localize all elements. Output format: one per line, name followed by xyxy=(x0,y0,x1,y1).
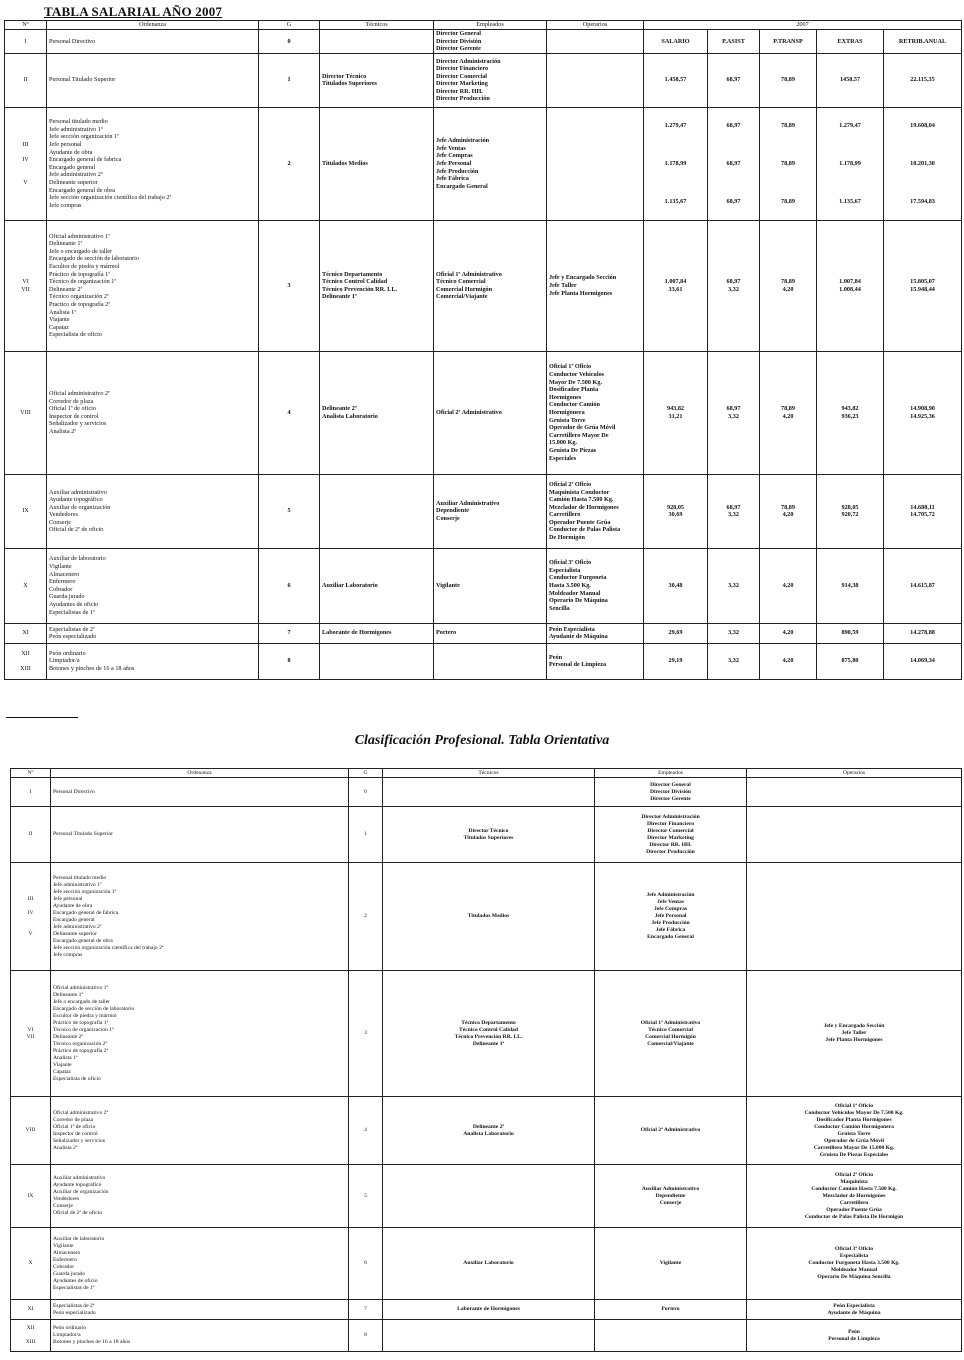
divider-line xyxy=(6,717,78,718)
cell-pasist: 3,32 xyxy=(708,623,760,643)
cell-ordenanza: Auxiliar de laboratorio Vigilante Almacenero Enfermero Cobrador Guarda jurado Ayudantes de oficio Especialistas de 1ª xyxy=(51,1228,349,1300)
table-row xyxy=(11,1300,962,1320)
cell-pasist: 68,97 xyxy=(708,53,760,107)
cell-operarios: Jefe y Encargado Sección Jefe Taller Jefe Planta Hormigones xyxy=(547,220,644,351)
header-retrib: RETRIB.ANUAL xyxy=(884,30,962,54)
cell-g: 1 xyxy=(349,807,383,863)
cell-tecnicos xyxy=(320,643,434,679)
cell-tecnicos: Titulados Medios xyxy=(383,863,595,971)
cell-ordenanza: Oficial administrativo 1ª Delineante 1ª Jefe o encargado de taller Encargado de sección de laboratorio Escultor de piedra y mármol Práctico de topografía 1ª Técnico de organización 1ª Delineante 2ª Técnico organización 2ª Practico de topografía 2ª Analista 1ª Viajante Capataz Especialista de oficio xyxy=(47,220,259,351)
cell-pasist: 68,97 68,97 68,97 xyxy=(708,107,760,220)
header-salario: SALARIO xyxy=(644,30,708,54)
cell-tecnicos xyxy=(383,1165,595,1228)
cell-no: X xyxy=(11,1228,51,1300)
cell-no: XI xyxy=(5,623,47,643)
cell-retrib: 14.688,11 14.705,72 xyxy=(884,474,962,548)
table-row xyxy=(11,1097,962,1165)
cell-tecnicos: Director Técnico Titulados Superiores xyxy=(320,53,434,107)
cell-ordenanza: Especialistas de 2ª Peón especializado xyxy=(47,623,259,643)
salary-table-title: TABLA SALARIAL AÑO 2007 xyxy=(44,4,223,19)
cell-pasist: 68,97 3,32 xyxy=(708,351,760,474)
cell-no: VIII xyxy=(5,351,47,474)
cell-extras: 914,38 xyxy=(817,548,884,623)
cell-salario: 29,69 xyxy=(644,623,708,643)
cell-g: 8 xyxy=(349,1320,383,1352)
cell-empleados: Director Administración Director Financiero Director Comercial Director Marketing Director RR. HH. Director Producción xyxy=(595,807,747,863)
cell-ordenanza: Peón ordinario Limpiador/a Botones y pinches de 16 a 18 años xyxy=(51,1320,349,1352)
header-no: Nº xyxy=(5,21,47,30)
table-row xyxy=(5,30,962,54)
table-row xyxy=(5,623,962,643)
cell-extras: 1.279,47 1.178,99 1.135,67 xyxy=(817,107,884,220)
table-row xyxy=(5,548,962,623)
cell-retrib: 14.908,90 14.925,36 xyxy=(884,351,962,474)
cell-ordenanza: Oficial administrativo 1ª Delineante 1ª Jefe o encargado de taller Encargado de sección de laboratorio Escultor de piedra y mármol Práctico de topografía 1ª Técnico de organización 1ª Delineante 2ª Técnico organización 2ª Práctico de topografía 2ª Analista 1ª Viajante Capataz Especialista de oficio xyxy=(51,971,349,1097)
cell-tecnicos xyxy=(320,474,434,548)
cell-salario: 1.007,84 33,61 xyxy=(644,220,708,351)
header-extras: EXTRAS xyxy=(817,30,884,54)
table-row xyxy=(5,220,962,351)
cell-empleados: Director Administración Director Financiero Director Comercial Director Marketing Director RR. HH. Director Producción xyxy=(434,53,547,107)
table-row xyxy=(5,53,962,107)
cell-ptransp: 78,89 78,89 78,89 xyxy=(760,107,817,220)
cell-ordenanza: Personal Titulado Superior xyxy=(51,807,349,863)
cell-empleados: Oficial 1ª Administrativo Técnico Comercial Comercial Hormigón Comercial/Viajante xyxy=(434,220,547,351)
cell-empleados: Jefe Administración Jefe Ventas Jefe Compras Jefe Personal Jefe Producción Jefe Fábrica Encargado General xyxy=(595,863,747,971)
cell-ordenanza: Oficial administrativo 2ª Corredor de plaza Oficial 1ª de oficio Inspector de control Señalizador y servicios Analista 2ª xyxy=(51,1097,349,1165)
cell-no: III IV V xyxy=(11,863,51,971)
table-row xyxy=(5,474,962,548)
cell-pasist: 68,97 3,32 xyxy=(708,220,760,351)
cell-operarios: Peón Especialista Ayudante de Máquina xyxy=(547,623,644,643)
table-row xyxy=(5,351,962,474)
cell-no: IX xyxy=(11,1165,51,1228)
cell-retrib: 14.069,34 xyxy=(884,643,962,679)
cell-ordenanza: Auxiliar administrativo Ayudante topográfico Auxiliar de organización Vendedores Conserje Oficial de 2ª de oficio xyxy=(51,1165,349,1228)
header-year: 2007 xyxy=(644,21,962,30)
cell-no: IX xyxy=(5,474,47,548)
header-ordenanza: Ordenanza xyxy=(51,769,349,778)
cell-g: 0 xyxy=(259,30,320,54)
cell-operarios: Oficial 3ª Oficio Especialista Conductor Furgoneta Hasta 3.500 Kg. Moldeador Manual Operario De Máquina Sencilla xyxy=(747,1228,962,1300)
cell-empleados: Auxiliar Administrativo Dependiente Conserje xyxy=(434,474,547,548)
cell-ordenanza: Peón ordinario Limpiador/a Botones y pinches de 16 a 18 años xyxy=(47,643,259,679)
cell-g: 1 xyxy=(259,53,320,107)
cell-tecnicos: Delineante 2ª Analista Laboratorio xyxy=(383,1097,595,1165)
table-row xyxy=(11,863,962,971)
cell-no: VIII xyxy=(11,1097,51,1165)
cell-salario: 1.279,47 1.178,99 1.135,67 xyxy=(644,107,708,220)
cell-ptransp: 78,89 4,20 xyxy=(760,474,817,548)
cell-g: 7 xyxy=(259,623,320,643)
cell-tecnicos: Laborante de Hormigones xyxy=(320,623,434,643)
cell-operarios: Jefe y Encargado Sección Jefe Taller Jefe Planta Hormigones xyxy=(747,971,962,1097)
cell-no: II xyxy=(11,807,51,863)
cell-ordenanza: Oficial administrativo 2ª Corredor de plaza Oficial 1ª de oficio Inspector de control Señalizador y servicios Analista 2ª xyxy=(47,351,259,474)
cell-ptransp: 4,20 xyxy=(760,643,817,679)
cell-no: VI VII xyxy=(11,971,51,1097)
table-row xyxy=(11,1165,962,1228)
cell-no: I xyxy=(11,778,51,807)
cell-ordenanza: Personal Directivo xyxy=(47,30,259,54)
cell-empleados: Oficial 2ª Administrativo xyxy=(434,351,547,474)
cell-extras: 1.007,84 1.008,44 xyxy=(817,220,884,351)
cell-g: 3 xyxy=(349,971,383,1097)
cell-extras: 875,80 xyxy=(817,643,884,679)
cell-operarios: Peón Personal de Limpieza xyxy=(747,1320,962,1352)
header-no: Nº xyxy=(11,769,51,778)
cell-retrib: 19.608,04 18.201,30 17.594,83 xyxy=(884,107,962,220)
cell-g: 5 xyxy=(259,474,320,548)
header-empleados: Empleados xyxy=(434,21,547,30)
cell-g: 5 xyxy=(349,1165,383,1228)
table-row xyxy=(5,643,962,679)
cell-ordenanza: Personal Titulado Superior xyxy=(47,53,259,107)
cell-operarios xyxy=(547,30,644,54)
cell-g: 4 xyxy=(349,1097,383,1165)
cell-no: III IV V xyxy=(5,107,47,220)
table-row xyxy=(11,778,962,807)
cell-tecnicos: Técnico Departamento Técnico Control Calidad Técnico Prevención RR. LL. Delineante 1ª xyxy=(320,220,434,351)
cell-operarios: Oficial 2ª Oficio Maquinista Conductor Camión Hasta 7.500 Kg. Mezclador de Hormigones Carretillero Operador Puente Grúa Conductor de Palas Palista De Hormigón xyxy=(547,474,644,548)
cell-retrib: 22.115,35 xyxy=(884,53,962,107)
cell-operarios xyxy=(547,53,644,107)
cell-retrib: 14.615,87 xyxy=(884,548,962,623)
cell-empleados: Director General Director División Director Gerente xyxy=(434,30,547,54)
cell-tecnicos: Titulados Medios xyxy=(320,107,434,220)
cell-no: XII XIII xyxy=(5,643,47,679)
cell-operarios: Oficial 2ª Oficio Maquinista Conductor Camión Hasta 7.500 Kg. Mezclador de Hormigones Carretillero Operador Puente Grúa Conductor de Palas Palista De Hormigón xyxy=(747,1165,962,1228)
cell-operarios xyxy=(747,807,962,863)
cell-pasist: 3,32 xyxy=(708,548,760,623)
cell-empleados xyxy=(595,1320,747,1352)
cell-extras: 890,59 xyxy=(817,623,884,643)
cell-salario: 1.458,57 xyxy=(644,53,708,107)
header-operarios: Operarios xyxy=(547,21,644,30)
header-tecnicos: Técnicos xyxy=(320,21,434,30)
header-operarios: Operarios xyxy=(747,769,962,778)
cell-ptransp: 78,89 4,20 xyxy=(760,351,817,474)
cell-g: 2 xyxy=(259,107,320,220)
header-ptransp: P.TRANSP xyxy=(760,30,817,54)
cell-g: 7 xyxy=(349,1300,383,1320)
classification-table xyxy=(10,768,962,1352)
cell-g: 8 xyxy=(259,643,320,679)
cell-empleados: Auxiliar Administrativo Dependiente Conserje xyxy=(595,1165,747,1228)
cell-empleados xyxy=(434,643,547,679)
cell-empleados: Oficial 2ª Administrativo xyxy=(595,1097,747,1165)
cell-operarios: Oficial 1ª Oficio Conductor Vehículos Mayor De 7.500 Kg. Dosificador Planta Hormigones Conductor Camión Hormigonera Gruista Torre Operador de Grúa Móvil Carretillero Mayor De 15.000 Kg. Gruista De Piezas Especiales xyxy=(547,351,644,474)
cell-operarios: Peón Especialista Ayudante de Máquina xyxy=(747,1300,962,1320)
cell-empleados: Portero xyxy=(595,1300,747,1320)
cell-ptransp: 4,20 xyxy=(760,623,817,643)
table-row xyxy=(5,107,962,220)
table-row xyxy=(11,1320,962,1352)
cell-extras: 928,05 920,72 xyxy=(817,474,884,548)
cell-empleados: Director General Director División Director Gerente xyxy=(595,778,747,807)
header-g: G xyxy=(259,21,320,30)
header-pasist: P.ASIST xyxy=(708,30,760,54)
cell-ordenanza: Especialistas de 2ª Peón especializado xyxy=(51,1300,349,1320)
cell-operarios: Peón Personal de Limpieza xyxy=(547,643,644,679)
table-header-row xyxy=(5,21,962,30)
cell-operarios: Oficial 1ª Oficio Conductor Vehículos Mayor De 7.500 Kg. Dosificador Planta Hormigones Conductor Camión Hormigonera Gruista Torre Operador de Grúa Móvil Carretillero Mayor De 15.000 Kg. Gruista De Piezas Especiales xyxy=(747,1097,962,1165)
cell-tecnicos: Técnico Departamento Técnico Control Calidad Técnico Prevención RR. LL. Delineante 1ª xyxy=(383,971,595,1097)
header-ordenanza: Ordenanza xyxy=(47,21,259,30)
salary-table xyxy=(4,20,962,680)
table-row xyxy=(11,807,962,863)
cell-no: II xyxy=(5,53,47,107)
cell-empleados: Portero xyxy=(434,623,547,643)
cell-ordenanza: Personal Directivo xyxy=(51,778,349,807)
cell-empleados: Vigilante xyxy=(434,548,547,623)
table-row xyxy=(11,971,962,1097)
table-header-row xyxy=(11,769,962,778)
cell-salario: 928,05 30,69 xyxy=(644,474,708,548)
cell-tecnicos xyxy=(320,30,434,54)
cell-tecnicos: Director Técnico Titulados Superiores xyxy=(383,807,595,863)
cell-no: XII XIII xyxy=(11,1320,51,1352)
cell-salario: 943,82 31,21 xyxy=(644,351,708,474)
cell-empleados: Jefe Administración Jefe Ventas Jefe Compras Jefe Personal Jefe Producción Jefe Fábrica Encargado General xyxy=(434,107,547,220)
cell-pasist: 3,32 xyxy=(708,643,760,679)
cell-no: VI VII xyxy=(5,220,47,351)
cell-extras: 1458,57 xyxy=(817,53,884,107)
cell-salario: 30,48 xyxy=(644,548,708,623)
cell-ordenanza: Auxiliar de laboratorio Vigilante Almacenero Enfermero Cobrador Guarda jurado Ayudantes de oficio Especialistas de 1ª xyxy=(47,548,259,623)
cell-no: I xyxy=(5,30,47,54)
cell-salario: 29,19 xyxy=(644,643,708,679)
table-row xyxy=(11,1228,962,1300)
cell-tecnicos: Auxiliar Laboratorio xyxy=(320,548,434,623)
header-empleados: Empleados xyxy=(595,769,747,778)
cell-ptransp: 78,89 4,20 xyxy=(760,220,817,351)
cell-tecnicos xyxy=(383,1320,595,1352)
cell-operarios xyxy=(747,778,962,807)
cell-ptransp: 4,20 xyxy=(760,548,817,623)
cell-ptransp: 78,89 xyxy=(760,53,817,107)
cell-ordenanza: Personal titulado medio Jefe administrativo 1º Jefe sección organización 1ª Jefe personal Ayudante de obra Encargado general de fabrica Encargado general Jefe administrativo 2º Delineante superior Encargado general de obra Jefe sección organización científica del trabajo 2ª Jefe compras xyxy=(51,863,349,971)
cell-operarios: Oficial 3ª Oficio Especialista Conductor Furgoneta Hasta 3.500 Kg. Moldeador Manual Operario De Máquina Sencilla xyxy=(547,548,644,623)
cell-empleados: Oficial 1ª Administrativo Técnico Comercial Comercial Hormigón Comercial/Viajante xyxy=(595,971,747,1097)
cell-operarios xyxy=(547,107,644,220)
cell-tecnicos xyxy=(383,778,595,807)
cell-tecnicos: Delineante 2ª Analista Laboratorio xyxy=(320,351,434,474)
cell-retrib: 15.805,07 15.948,44 xyxy=(884,220,962,351)
cell-g: 2 xyxy=(349,863,383,971)
cell-g: 3 xyxy=(259,220,320,351)
cell-tecnicos: Auxiliar Laboratorio xyxy=(383,1228,595,1300)
cell-g: 0 xyxy=(349,778,383,807)
cell-pasist: 68,97 3,32 xyxy=(708,474,760,548)
cell-g: 6 xyxy=(259,548,320,623)
cell-tecnicos: Laborante de Hormigones xyxy=(383,1300,595,1320)
cell-operarios xyxy=(747,863,962,971)
classification-table-title: Clasificación Profesional. Tabla Orientativa xyxy=(354,733,610,748)
cell-ordenanza: Auxiliar administrativo Ayudante topográfico Auxiliar de organización Vendedores Conserje Oficial de 2ª de oficio xyxy=(47,474,259,548)
cell-no: XI xyxy=(11,1300,51,1320)
cell-no: X xyxy=(5,548,47,623)
header-g: G xyxy=(349,769,383,778)
cell-g: 6 xyxy=(349,1228,383,1300)
cell-extras: 943,82 936,23 xyxy=(817,351,884,474)
cell-ordenanza: Personal titulado medio Jefe administrativo 1º Jefe sección organización 1ª Jefe personal Ayudante de obra Encargado general de fabrica Encargado general Jefe administrativo 2º Delineante superior Encargado general de obra Jefe sección organización científica del trabajo 2ª Jefe compras xyxy=(47,107,259,220)
cell-retrib: 14.278,88 xyxy=(884,623,962,643)
header-tecnicos: Técnicos xyxy=(383,769,595,778)
cell-g: 4 xyxy=(259,351,320,474)
cell-empleados: Vigilante xyxy=(595,1228,747,1300)
